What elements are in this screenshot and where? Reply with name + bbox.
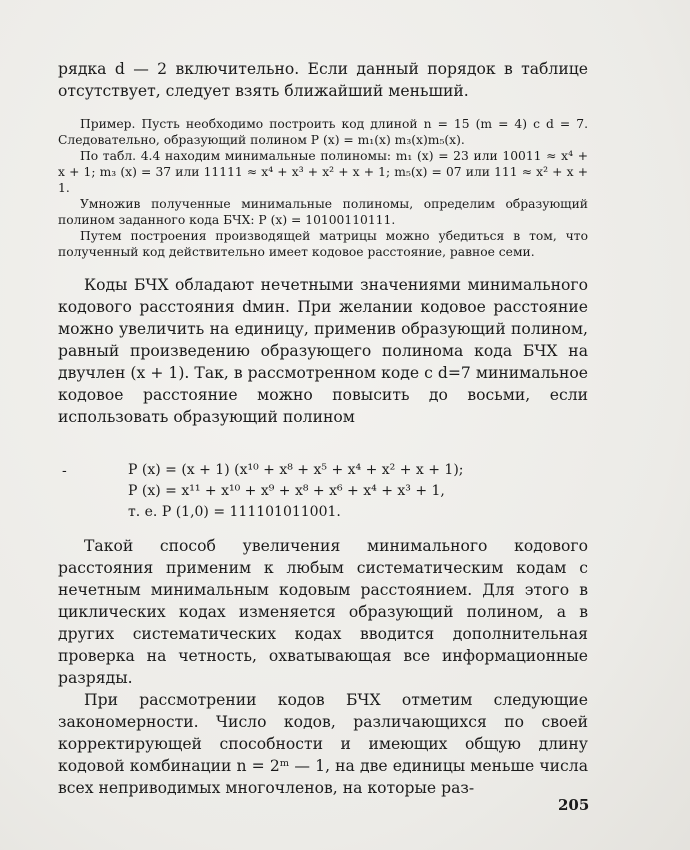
text-column [58, 58, 588, 428]
main-paragraph-3: При рассмотрении кодов БЧХ отметим следующие закономерности. Число кодов, различающихся по своей корректирующей способности и имеющих общую длину кодовой комбинации n = 2ᵐ — 1, на две единицы меньше числа всех неприводимых многочленов, на которые раз- [58, 691, 588, 797]
text-column-lower [58, 535, 588, 799]
formula-block [128, 460, 464, 523]
example-paragraph-3: Умножив полученные минимальные полиномы, определим образующий полином заданного кода БЧХ: P (x) = 10100110111. [58, 197, 588, 227]
main-paragraph-1: Коды БЧХ обладают нечетными значениями минимального кодового расстояния dмин. При желании кодовое расстояние можно увеличить на единицу, применив образующий полином, равный произведению образующего полинома кода БЧХ на двучлен (x + 1). Так, в рассмотренном коде с d=7 минимальное кодовое расстояние можно повысить до восьми, если использовать образующий полином [58, 276, 588, 426]
example-paragraph-4: Путем построения производящей матрицы можно убедиться в том, что полученный код действительно имеет кодовое расстояние, равное семи. [58, 229, 588, 259]
main-paragraph-2: Такой способ увеличения минимального кодового расстояния применим к любым систематическим кодам с нечетным минимальным кодовым расстоянием. Для этого в циклических кодах изменяется образующий полином, а в других систематических кодах вводится дополнительная проверка на четность, охватывающая все информационные разряды. [58, 537, 588, 687]
example-paragraph-1: Пример. Пусть необходимо построить код длиной n = 15 (m = 4) с d = 7. Следовательно, образующий полином P (x) = m₁(x) m₃(x)m₅(x). [58, 117, 588, 147]
formula-line-2: P (x) = x¹¹ + x¹⁰ + x⁹ + x⁸ + x⁶ + x⁴ + x³ + 1, [128, 483, 445, 499]
page-number: 205 [558, 796, 590, 814]
intro-paragraph: рядка d — 2 включительно. Если данный порядок в таблице отсутствует, следует взять ближайший меньший. [58, 60, 588, 100]
margin-mark: - [62, 463, 67, 479]
example-paragraph-2: По табл. 4.4 находим минимальные полиномы: m₁ (x) = 23 или 10011 ≈ x⁴ + x + 1; m₃ (x) = 37 или 11111 ≈ x⁴ + x³ + x² + x + 1; m₅(x) = 07 или 111 ≈ x² + x + 1. [58, 149, 588, 195]
formula-line-3: т. е. P (1,0) = 111101011001. [128, 504, 341, 520]
formula-line-1: P (x) = (x + 1) (x¹⁰ + x⁸ + x⁵ + x⁴ + x² + x + 1); [128, 462, 464, 478]
